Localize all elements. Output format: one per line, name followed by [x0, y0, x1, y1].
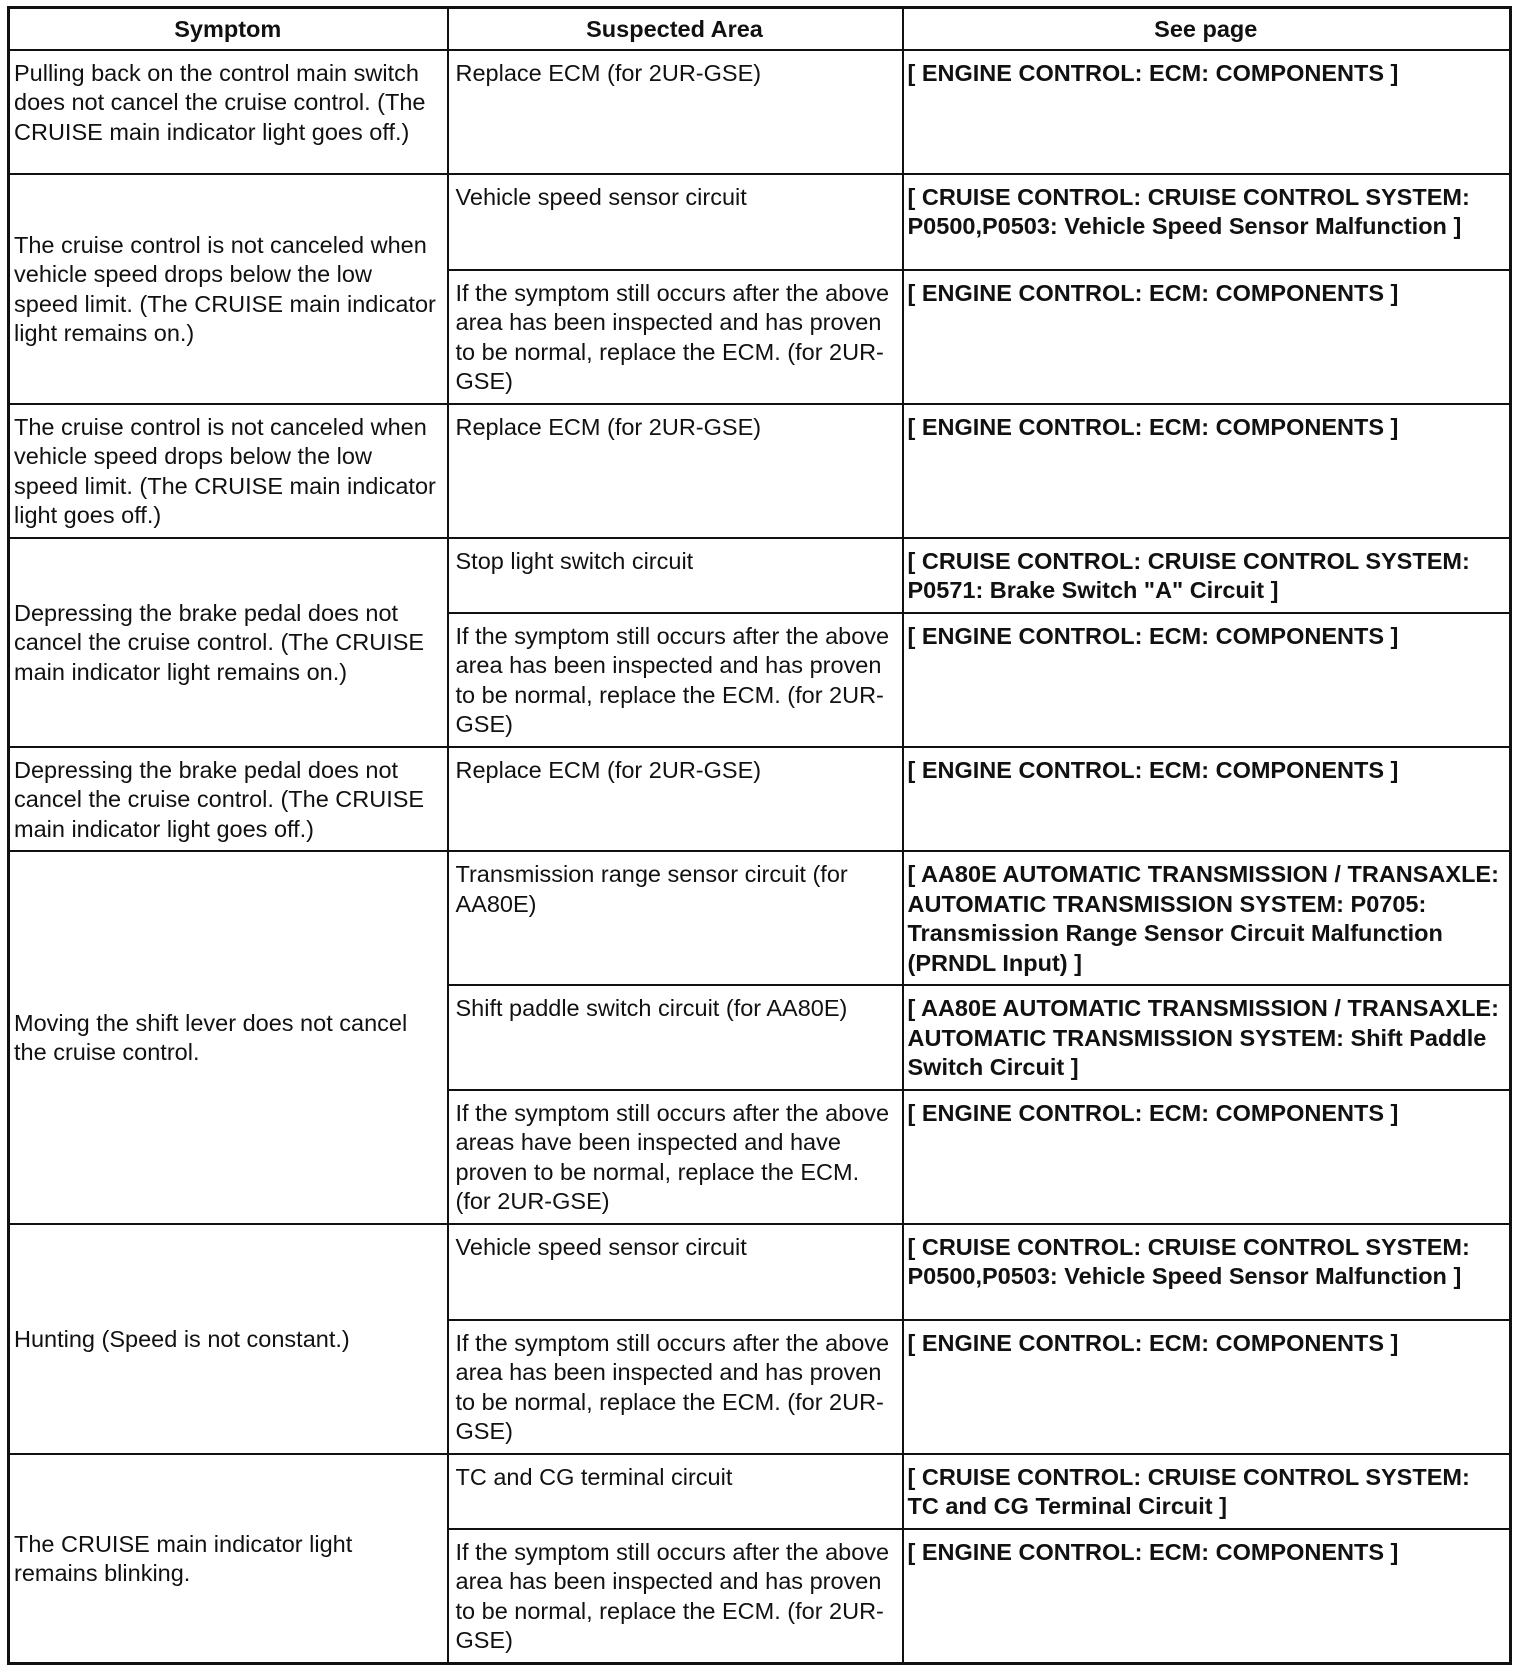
- symptom-cell: Depressing the brake pedal does not cancel the cruise control. (The CRUISE main indicator light goes off.): [9, 747, 448, 852]
- suspected-area-cell: Vehicle speed sensor circuit: [448, 174, 903, 270]
- see-page-cell: [ ENGINE CONTROL: ECM: COMPONENTS ]: [903, 613, 1511, 747]
- suspected-area-cell: Replace ECM (for 2UR-GSE): [448, 50, 903, 174]
- see-page-cell: [ ENGINE CONTROL: ECM: COMPONENTS ]: [903, 270, 1511, 404]
- table-row: [9, 747, 1511, 852]
- table-row: [9, 404, 1511, 538]
- see-page-cell: [ CRUISE CONTROL: CRUISE CONTROL SYSTEM: P0571: Brake Switch "A" Circuit ]: [903, 538, 1511, 613]
- see-page-cell: [ ENGINE CONTROL: ECM: COMPONENTS ]: [903, 1529, 1511, 1664]
- suspected-area-cell: Replace ECM (for 2UR-GSE): [448, 747, 903, 852]
- see-page-cell: [ ENGINE CONTROL: ECM: COMPONENTS ]: [903, 404, 1511, 538]
- suspected-area-cell: If the symptom still occurs after the above area has been inspected and has proven to be normal, replace the ECM. (for 2UR-GSE): [448, 613, 903, 747]
- table-row: [9, 1224, 1511, 1320]
- suspected-area-cell: Vehicle speed sensor circuit: [448, 1224, 903, 1320]
- see-page-cell: [ ENGINE CONTROL: ECM: COMPONENTS ]: [903, 1090, 1511, 1224]
- header-see-page: See page: [903, 8, 1511, 50]
- symptom-cell: Pulling back on the control main switch does not cancel the cruise control. (The CRUISE main indicator light goes off.): [9, 50, 448, 174]
- see-page-cell: [ CRUISE CONTROL: CRUISE CONTROL SYSTEM: P0500,P0503: Vehicle Speed Sensor Malfunction ]: [903, 1224, 1511, 1320]
- table-header: [9, 8, 1511, 50]
- table-row: [9, 174, 1511, 270]
- table-body: [9, 50, 1511, 1664]
- suspected-area-cell: Transmission range sensor circuit (for AA80E): [448, 851, 903, 985]
- header-symptom: Symptom: [9, 8, 448, 50]
- suspected-area-cell: If the symptom still occurs after the above area has been inspected and has proven to be normal, replace the ECM. (for 2UR-GSE): [448, 1320, 903, 1454]
- see-page-cell: [ AA80E AUTOMATIC TRANSMISSION / TRANSAXLE: AUTOMATIC TRANSMISSION SYSTEM: Shift Paddle Switch Circuit ]: [903, 985, 1511, 1090]
- see-page-cell: [ ENGINE CONTROL: ECM: COMPONENTS ]: [903, 747, 1511, 852]
- suspected-area-cell: If the symptom still occurs after the above area has been inspected and has proven to be normal, replace the ECM. (for 2UR-GSE): [448, 270, 903, 404]
- table-row: [9, 50, 1511, 174]
- suspected-area-cell: Replace ECM (for 2UR-GSE): [448, 404, 903, 538]
- see-page-cell: [ ENGINE CONTROL: ECM: COMPONENTS ]: [903, 50, 1511, 174]
- troubleshooting-sheet: [7, 6, 1512, 1665]
- see-page-cell: [ CRUISE CONTROL: CRUISE CONTROL SYSTEM: P0500,P0503: Vehicle Speed Sensor Malfunction ]: [903, 174, 1511, 270]
- header-row: [9, 8, 1511, 50]
- suspected-area-cell: If the symptom still occurs after the above area has been inspected and has proven to be normal, replace the ECM. (for 2UR-GSE): [448, 1529, 903, 1664]
- symptom-cell: The CRUISE main indicator light remains blinking.: [9, 1454, 448, 1664]
- table-row: [9, 538, 1511, 613]
- see-page-cell: [ ENGINE CONTROL: ECM: COMPONENTS ]: [903, 1320, 1511, 1454]
- header-suspected-area: Suspected Area: [448, 8, 903, 50]
- suspected-area-cell: Stop light switch circuit: [448, 538, 903, 613]
- symptom-cell: Hunting (Speed is not constant.): [9, 1224, 448, 1454]
- problem-symptoms-table: [7, 6, 1512, 1665]
- see-page-cell: [ CRUISE CONTROL: CRUISE CONTROL SYSTEM: TC and CG Terminal Circuit ]: [903, 1454, 1511, 1529]
- symptom-cell: The cruise control is not canceled when vehicle speed drops below the low speed limit. (The CRUISE main indicator light remains on.): [9, 174, 448, 404]
- symptom-cell: Depressing the brake pedal does not cancel the cruise control. (The CRUISE main indicator light remains on.): [9, 538, 448, 747]
- table-row: [9, 851, 1511, 985]
- symptom-cell: The cruise control is not canceled when vehicle speed drops below the low speed limit. (The CRUISE main indicator light goes off.): [9, 404, 448, 538]
- suspected-area-cell: TC and CG terminal circuit: [448, 1454, 903, 1529]
- table-row: [9, 1454, 1511, 1529]
- see-page-cell: [ AA80E AUTOMATIC TRANSMISSION / TRANSAXLE: AUTOMATIC TRANSMISSION SYSTEM: P0705: Transmission Range Sensor Circuit Malfunction (PRNDL Input) ]: [903, 851, 1511, 985]
- suspected-area-cell: Shift paddle switch circuit (for AA80E): [448, 985, 903, 1090]
- symptom-cell: Moving the shift lever does not cancel the cruise control.: [9, 851, 448, 1224]
- suspected-area-cell: If the symptom still occurs after the above areas have been inspected and have proven to be normal, replace the ECM. (for 2UR-GSE): [448, 1090, 903, 1224]
